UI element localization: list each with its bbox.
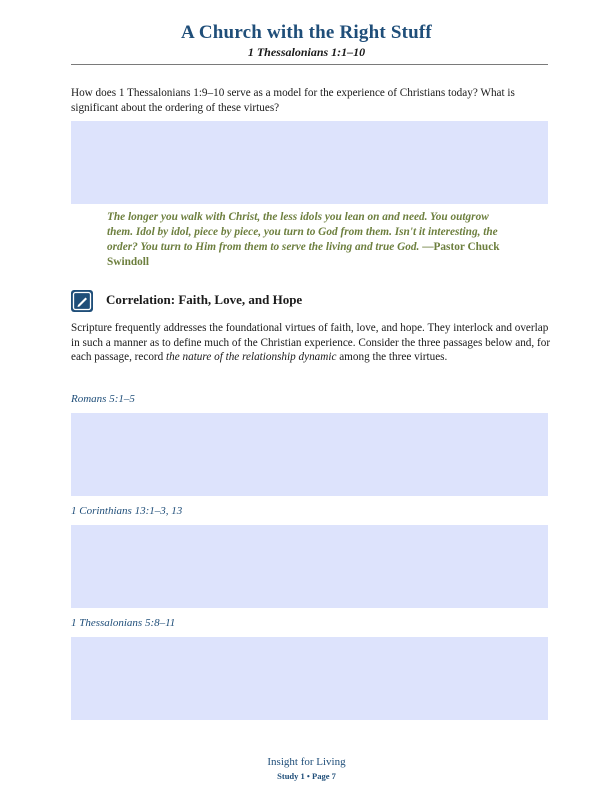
quote-text: The longer you walk with Christ, the less idols you lean on and need. You outgrow them. Idol by idol, piece by piece, you turn to God from them. Isn't it interesting, the order? You turn to Him from them to serve the living and true God. (107, 211, 498, 253)
question-text: How does 1 Thessalonians 1:9–10 serve as a model for the experience of Christians today? What is significant about the ordering of these virtues? (71, 87, 515, 114)
intro-text: Scripture frequently addresses the foundational virtues of faith, love, and hope. They interlock and overlap in such a manner as to define much of the Christian experience. Consider the three passages below and, for each passage, record (71, 322, 551, 363)
passage-label-thessalonians: 1 Thessalonians 5:8–11 (71, 617, 176, 629)
page-title: A Church with the Right Stuff (181, 22, 432, 43)
intro-text-end: among the three virtues. (336, 351, 448, 363)
answer-box-corinthians[interactable] (71, 525, 548, 608)
pull-quote (107, 210, 507, 270)
passage-label-corinthians: 1 Corinthians 13:1–3, 13 (71, 505, 183, 517)
answer-box-question[interactable] (71, 121, 548, 204)
correlation-intro (71, 321, 551, 365)
answer-box-thessalonians[interactable] (71, 637, 548, 720)
header-divider (71, 64, 548, 65)
quote-attribution: —Pastor Chuck Swindoll (107, 241, 500, 268)
answer-box-romans[interactable] (71, 413, 548, 496)
intro-emphasis: the nature of the relationship dynamic (166, 351, 337, 363)
passage-label-romans: Romans 5:1–5 (71, 393, 135, 405)
footer-page-number: Study 1 • Page 7 (277, 771, 336, 781)
page-subtitle: 1 Thessalonians 1:1–10 (247, 45, 366, 59)
pen-icon (71, 290, 93, 312)
section-heading: Correlation: Faith, Love, and Hope (106, 292, 303, 307)
footer-publisher: Insight for Living (267, 756, 346, 768)
